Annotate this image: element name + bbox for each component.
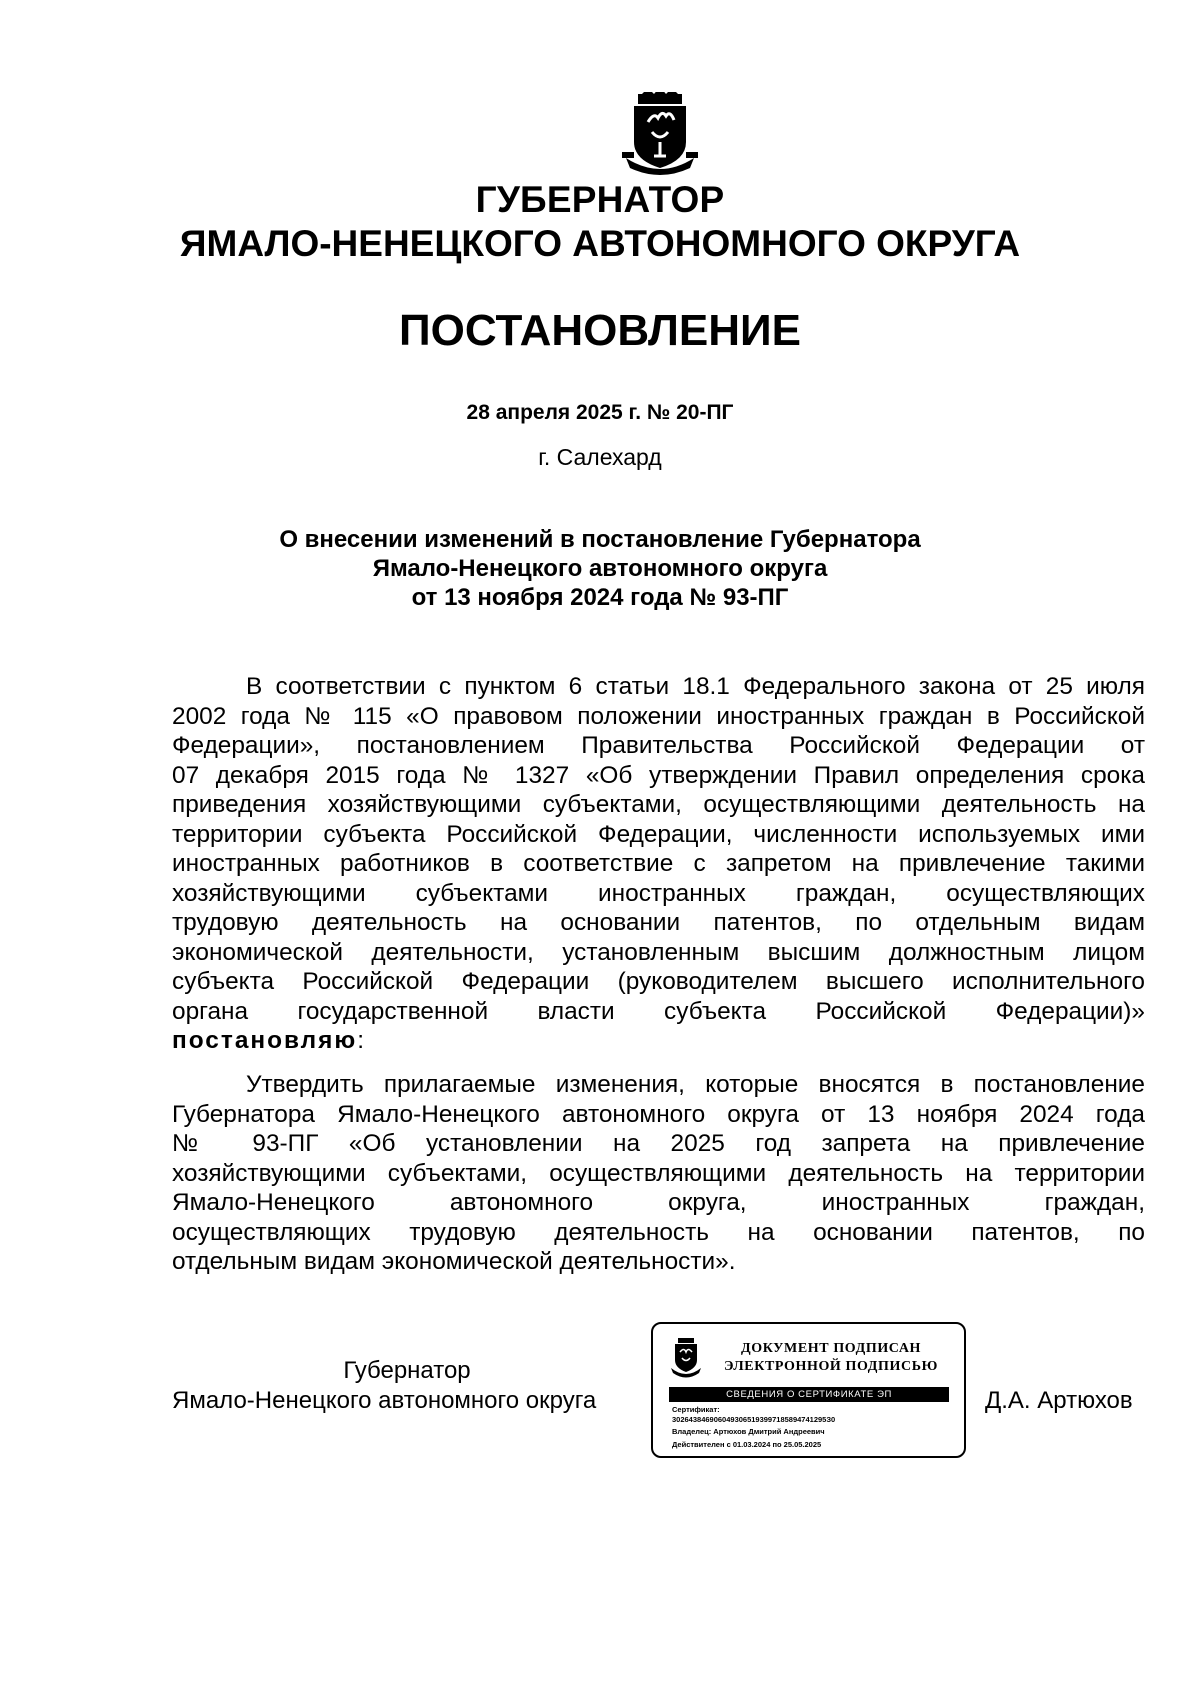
- signatory-name: Д.А. Артюхов: [985, 1387, 1133, 1414]
- text-line: хозяйствующими субъектами иностранных граждан, осуществляющих: [172, 879, 1145, 907]
- stamp-heading-line: ЭЛЕКТРОННОЙ ПОДПИСЬЮ: [724, 1359, 938, 1374]
- signatory-region: Ямало-Ненецкого автономного округа: [172, 1387, 597, 1414]
- resolution-line: [172, 1026, 1145, 1056]
- subject-line: Ямало-Ненецкого автономного округа: [372, 555, 828, 582]
- subject-line: О внесении изменений в постановление Губернатора: [279, 526, 921, 553]
- text-line: 2002 года № 115 «О правовом положении иностранных граждан в Российской: [172, 702, 1145, 730]
- text-line: хозяйствующими субъектами, осуществляющими деятельность на территории: [172, 1159, 1145, 1187]
- preamble-paragraph: [172, 672, 1145, 1056]
- text-line: приведения хозяйствующими субъектами, осуществляющими деятельность на: [172, 791, 1145, 818]
- text-line: 07 декабря 2015 года № 1327 «Об утверждении Правил определения срока: [172, 761, 1145, 789]
- certificate-label: Сертификат:: [672, 1405, 720, 1414]
- text-line: территории субъекта Российской Федерации, численности используемых ими: [172, 820, 1145, 848]
- text-line: Губернатора Ямало-Ненецкого автономного округа от 13 ноября 2024 года: [172, 1100, 1145, 1128]
- text-line: Федерации», постановлением Правительства Российской Федерации от: [172, 732, 1145, 759]
- certificate-info-bar: СВЕДЕНИЯ О СЕРТИФИКАТЕ ЭП: [669, 1387, 949, 1402]
- text-line: осуществляющих трудовую деятельность на основании патентов, по: [172, 1218, 1145, 1246]
- date-and-number: 28 апреля 2025 г. № 20-ПГ: [466, 401, 734, 424]
- subject-line: от 13 ноября 2024 года № 93-ПГ: [411, 584, 789, 611]
- text-line: трудовую деятельность на основании патентов, по отдельным видам: [172, 909, 1145, 936]
- coat-of-arms-icon: [620, 92, 700, 176]
- issuer-region: ЯМАЛО-НЕНЕЦКОГО АВТОНОМНОГО ОКРУГА: [179, 223, 1021, 264]
- signatory-title: Губернатор: [343, 1357, 471, 1384]
- text-line: № 93-ПГ «Об установлении на 2025 год запрета на привлечение: [172, 1130, 1145, 1157]
- text-line: отдельным видам экономической деятельности».: [172, 1248, 736, 1275]
- text-line: иностранных работников в соответствие с запретом на привлечение такими: [172, 850, 1145, 877]
- document-type: ПОСТАНОВЛЕНИЕ: [398, 306, 802, 355]
- issuer-title: ГУБЕРНАТОР: [475, 179, 725, 220]
- resolution-colon: :: [357, 1027, 365, 1054]
- certificate-owner: Владелец: Артюхов Дмитрий Андреевич: [672, 1427, 825, 1436]
- text-line: органа государственной власти субъекта Российской Федерации)»: [172, 997, 1145, 1025]
- text-line: Ямало-Ненецкого автономного округа, иностранных граждан,: [172, 1189, 1145, 1216]
- stamp-heading: [707, 1340, 955, 1376]
- text-line: В соответствии с пунктом 6 статьи 18.1 Федерального закона от 25 июля: [246, 673, 1145, 700]
- certificate-number: 3026438469060493065193997185894741295З0: [672, 1415, 836, 1424]
- city: г. Салехард: [538, 444, 662, 470]
- text-line: Утвердить прилагаемые изменения, которые вносятся в постановление: [246, 1071, 1145, 1098]
- certificate-validity: Действителен с 01.03.2024 по 25.05.2025: [672, 1440, 822, 1449]
- resolution-keyword: постановляю: [172, 1027, 358, 1054]
- coat-of-arms-icon: [669, 1338, 703, 1378]
- stamp-heading-line: ДОКУМЕНТ ПОДПИСАН: [740, 1341, 922, 1356]
- decision-paragraph: [172, 1070, 1145, 1277]
- document-subject: [0, 525, 1200, 612]
- text-line: экономической деятельности, установленным высшим должностным лицом: [172, 938, 1145, 966]
- text-line: субъекта Российской Федерации (руководителем высшего исполнительного: [172, 968, 1145, 995]
- electronic-signature-stamp: [651, 1322, 966, 1458]
